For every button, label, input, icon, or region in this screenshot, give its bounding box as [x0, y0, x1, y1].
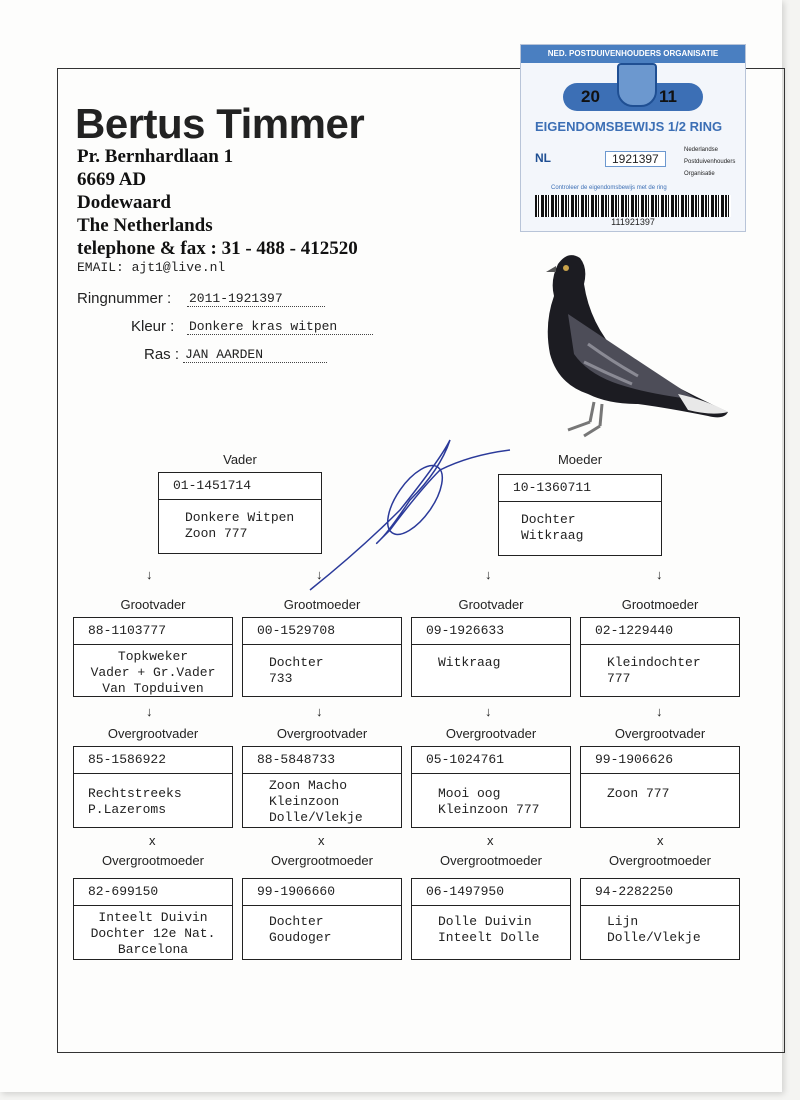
- grandparent-card-1: [73, 617, 233, 697]
- ggf-label-1: Overgrootvader: [107, 726, 199, 741]
- color-value: Donkere kras witpen: [187, 319, 373, 335]
- ggm-label-4: Overgrootmoeder: [609, 853, 711, 868]
- ggm-ring-2: 99-1906660: [243, 879, 401, 906]
- grandparent-ring-3: 09-1926633: [412, 618, 570, 645]
- ggm-desc-4: Lijn Dolle/Vlekje: [607, 914, 701, 945]
- father-label: Vader: [223, 452, 257, 467]
- barcode-number: 111921397: [611, 217, 655, 227]
- ggf-desc-2: Zoon Macho Kleinzoon Dolle/Vlekje: [269, 778, 363, 825]
- arrow-down-icon: ↓: [316, 567, 323, 582]
- ggf-card-3: [411, 746, 571, 828]
- cross-mark: x: [657, 833, 664, 848]
- arrow-down-icon: ↓: [146, 704, 153, 719]
- sticker-country: NL: [535, 151, 551, 165]
- grandparent-desc-2: Dochter 733: [269, 655, 324, 686]
- sticker-ring-number: 1921397: [605, 151, 666, 167]
- father-card: [158, 472, 322, 554]
- arrow-down-icon: ↓: [656, 704, 663, 719]
- mother-ring: 10-1360711: [499, 475, 661, 502]
- ggm-ring-4: 94-2282250: [581, 879, 739, 906]
- arrow-down-icon: ↓: [485, 567, 492, 582]
- sticker-side-3: Organisatie: [684, 171, 715, 177]
- arrow-down-icon: ↓: [316, 704, 323, 719]
- ggm-desc-3: Dolle Duivin Inteelt Dolle: [438, 914, 540, 945]
- ggm-label-2: Overgrootmoeder: [271, 853, 373, 868]
- grandparent-desc-1: Topkweker Vader + Gr.Vader Van Topduiven: [90, 649, 216, 696]
- grandparent-ring-1: 88-1103777: [74, 618, 232, 645]
- father-desc: Donkere Witpen Zoon 777: [185, 510, 295, 541]
- address-phone: telephone & fax : 31 - 488 - 412520: [77, 238, 358, 259]
- breeder-name: Bertus Timmer: [75, 100, 365, 147]
- ggm-label-3: Overgrootmoeder: [440, 853, 542, 868]
- address-postcode: 6669 AD: [77, 169, 147, 190]
- grandparent-label-1: Grootvader: [120, 597, 186, 612]
- grandparent-ring-4: 02-1229440: [581, 618, 739, 645]
- ggf-desc-1: Rechtstreeks P.Lazeroms: [88, 786, 182, 817]
- ggm-card-3: [411, 878, 571, 960]
- ggf-label-2: Overgrootvader: [276, 726, 368, 741]
- grandparent-card-2: [242, 617, 402, 697]
- arrow-down-icon: ↓: [656, 567, 663, 582]
- grandparent-label-4: Grootmoeder: [621, 597, 699, 612]
- ggf-label-3: Overgrootvader: [445, 726, 537, 741]
- mother-label: Moeder: [557, 452, 603, 467]
- breed-label: Ras :: [144, 346, 180, 363]
- email-line: EMAIL: ajt1@live.nl: [77, 260, 226, 275]
- cross-mark: x: [487, 833, 494, 848]
- address-country: The Netherlands: [77, 215, 213, 236]
- address-street: Pr. Bernhardlaan 1: [77, 146, 234, 167]
- sticker-side-1: Nederlandse: [684, 147, 719, 153]
- ring-label: Ringnummer :: [77, 290, 172, 307]
- ggf-desc-3: Mooi oog Kleinzoon 777: [438, 786, 540, 817]
- sticker-note: Controleer de eigendomsbewijs met de ring: [551, 185, 667, 191]
- cross-mark: x: [149, 833, 156, 848]
- ggm-label-1: Overgrootmoeder: [102, 853, 204, 868]
- mother-desc: Dochter Witkraag: [521, 512, 584, 543]
- sticker-org: NED. POSTDUIVENHOUDERS ORGANISATIE: [521, 45, 745, 63]
- ggm-card-1: [73, 878, 233, 960]
- grandparent-desc-4: Kleindochter 777: [607, 655, 701, 686]
- barcode: [535, 195, 731, 217]
- mother-card: [498, 474, 662, 556]
- arrow-down-icon: ↓: [146, 567, 153, 582]
- ggf-card-2: [242, 746, 402, 828]
- ggf-ring-3: 05-1024761: [412, 747, 570, 774]
- grandparent-desc-3: Witkraag: [438, 655, 501, 670]
- sticker-year-a: 20: [581, 87, 600, 106]
- sticker-side-2: Postduivenhouders: [684, 159, 736, 165]
- ggf-card-1: [73, 746, 233, 828]
- ownership-sticker: [520, 44, 746, 232]
- ggm-ring-1: 82-699150: [74, 879, 232, 906]
- ring-value: 2011-1921397: [187, 291, 325, 307]
- ggf-ring-4: 99-1906626: [581, 747, 739, 774]
- sticker-year-b: 11: [659, 87, 677, 106]
- ggm-desc-1: Inteelt Duivin Dochter 12e Nat. Barcelona: [90, 910, 216, 957]
- sticker-title: EIGENDOMSBEWIJS 1/2 RING: [535, 119, 723, 134]
- ggm-card-4: [580, 878, 740, 960]
- address-city: Dodewaard: [77, 192, 171, 213]
- ggm-card-2: [242, 878, 402, 960]
- breed-value: JAN AARDEN: [183, 347, 327, 363]
- cross-mark: x: [318, 833, 325, 848]
- lion-crest-icon: [617, 63, 657, 107]
- pigeon-photo: [528, 244, 738, 444]
- father-ring: 01-1451714: [159, 473, 321, 500]
- grandparent-ring-2: 00-1529708: [243, 618, 401, 645]
- ggf-card-4: [580, 746, 740, 828]
- grandparent-label-3: Grootvader: [458, 597, 524, 612]
- ggf-label-4: Overgrootvader: [614, 726, 706, 741]
- ggf-ring-1: 85-1586922: [74, 747, 232, 774]
- ggm-ring-3: 06-1497950: [412, 879, 570, 906]
- arrow-down-icon: ↓: [485, 704, 492, 719]
- grandparent-card-4: [580, 617, 740, 697]
- grandparent-label-2: Grootmoeder: [283, 597, 361, 612]
- color-label: Kleur :: [131, 318, 175, 335]
- ggf-desc-4: Zoon 777: [607, 786, 670, 801]
- grandparent-card-3: [411, 617, 571, 697]
- ggm-desc-2: Dochter Goudoger: [269, 914, 332, 945]
- ggf-ring-2: 88-5848733: [243, 747, 401, 774]
